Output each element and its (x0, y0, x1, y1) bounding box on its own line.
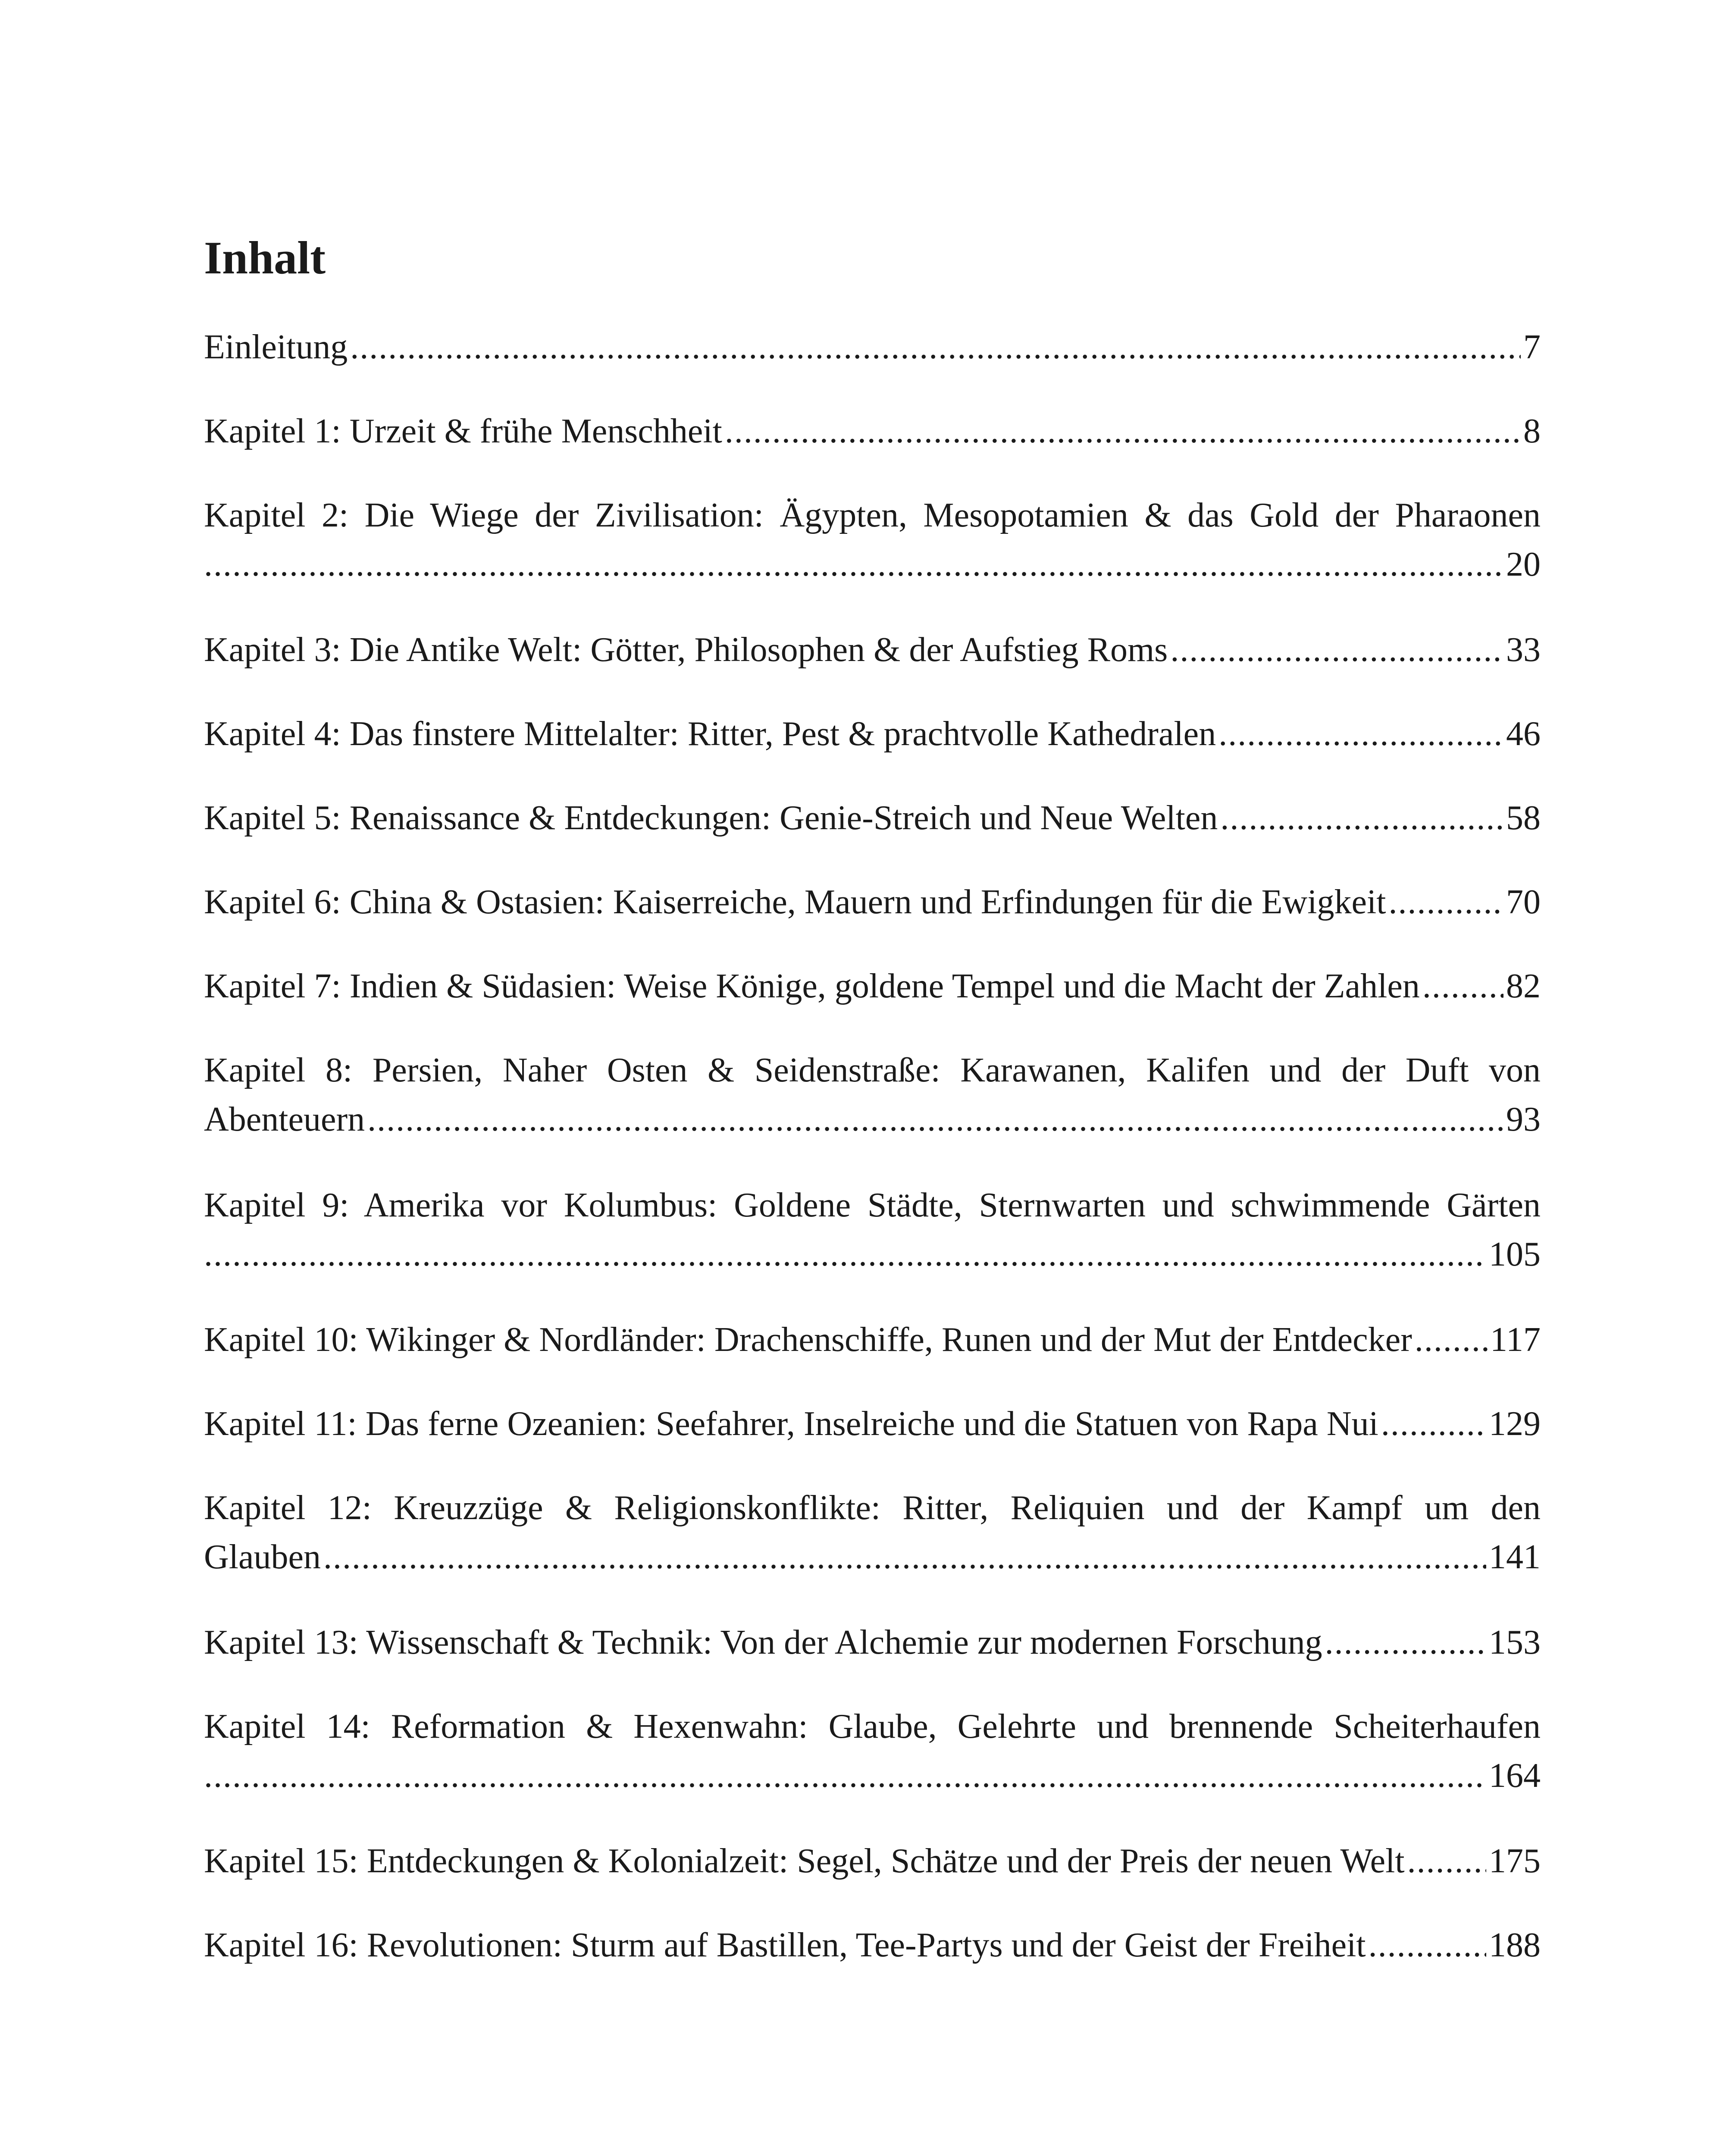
toc-entry-page: 105 (1489, 1235, 1541, 1273)
toc-entry-chapter-11[interactable] (204, 1399, 1541, 1448)
toc-entry-line2 (204, 1095, 1541, 1144)
toc-entry-chapter-16[interactable] (204, 1921, 1541, 1970)
toc-entry-page: 175 (1489, 1842, 1541, 1880)
toc-entry-title: Kapitel 12: Kreuzzüge & Religionskonflikte: Ritter, Reliquien und der Kampf um den (204, 1489, 1541, 1527)
toc-entry-page: 129 (1489, 1405, 1541, 1443)
toc-entry-title: Kapitel 2: Die Wiege der Zivilisation: Ägypten, Mesopotamien & das Gold der Pharaonen (204, 496, 1541, 534)
toc-entry-title-cont: Glauben (204, 1538, 321, 1576)
toc-entry-chapter-12[interactable] (204, 1483, 1541, 1582)
toc-entry-chapter-8[interactable] (204, 1046, 1541, 1144)
toc-entry-chapter-1[interactable] (204, 407, 1541, 456)
toc-entry-title: Kapitel 9: Amerika vor Kolumbus: Goldene Städte, Sternwarten und schwimmende Gärten (204, 1186, 1541, 1224)
toc-entry-chapter-3[interactable] (204, 625, 1541, 674)
dot-leader (367, 1095, 1503, 1144)
toc-entry-title: Kapitel 14: Reformation & Hexenwahn: Glaube, Gelehrte und brennende Scheiterhaufen (204, 1708, 1541, 1745)
dot-leader (1381, 1399, 1486, 1448)
dot-leader (1369, 1921, 1486, 1970)
toc-entry-chapter-6[interactable] (204, 877, 1541, 927)
toc-entry-title-cont: Abenteuern (204, 1100, 365, 1138)
toc-entry-title: Kapitel 15: Entdeckungen & Kolonialzeit: Segel, Schätze und der Preis der neuen Welt (204, 1842, 1405, 1880)
toc-entry-page: 82 (1506, 967, 1541, 1005)
toc-entry-title: Kapitel 6: China & Ostasien: Kaiserreiche, Mauern und Erfindungen für die Ewigkeit (204, 883, 1386, 921)
dot-leader (323, 1532, 1486, 1582)
toc-entry-introduction[interactable] (204, 323, 1541, 372)
toc-entry-page: 188 (1489, 1926, 1541, 1964)
toc-entry-chapter-9[interactable] (204, 1181, 1541, 1279)
toc-entry-title: Kapitel 11: Das ferne Ozeanien: Seefahrer, Inselreiche und die Statuen von Rapa Nui (204, 1405, 1378, 1443)
dot-leader (204, 1230, 1486, 1279)
toc-title: Inhalt (204, 232, 326, 284)
toc-entry-title: Kapitel 4: Das finstere Mittelalter: Ritter, Pest & prachtvolle Kathedralen (204, 715, 1216, 753)
toc-entry-title: Kapitel 3: Die Antike Welt: Götter, Philosophen & der Aufstieg Roms (204, 631, 1168, 669)
toc-entry-chapter-10[interactable] (204, 1315, 1541, 1364)
toc-entry-title: Kapitel 8: Persien, Naher Osten & Seidenstraße: Karawanen, Kalifen und der Duft von (204, 1051, 1541, 1089)
dot-leader (1170, 625, 1503, 674)
toc-entry-page: 33 (1506, 631, 1541, 669)
toc-entry-page: 58 (1506, 799, 1541, 837)
toc-entry-title: Kapitel 5: Renaissance & Entdeckungen: Genie-Streich und Neue Welten (204, 799, 1218, 837)
toc-entry-title: Kapitel 16: Revolutionen: Sturm auf Bastillen, Tee-Partys und der Geist der Freiheit (204, 1926, 1366, 1964)
toc-entry-chapter-2[interactable] (204, 491, 1541, 589)
toc-entry-line2 (204, 1751, 1541, 1800)
toc-entry-page: 46 (1506, 715, 1541, 753)
toc-entry-page: 93 (1506, 1100, 1541, 1138)
toc-entry-title: Kapitel 7: Indien & Südasien: Weise Könige, goldene Tempel und die Macht der Zahlen (204, 967, 1420, 1005)
toc-entry-chapter-13[interactable] (204, 1618, 1541, 1667)
toc-entry-page: 141 (1489, 1538, 1541, 1576)
toc-entry-chapter-15[interactable] (204, 1836, 1541, 1886)
dot-leader (1325, 1618, 1486, 1667)
toc-entry-title: Einleitung (204, 328, 348, 366)
dot-leader (204, 540, 1503, 589)
dot-leader (1407, 1836, 1486, 1886)
toc-entry-page: 153 (1489, 1623, 1541, 1661)
toc-entry-chapter-4[interactable] (204, 709, 1541, 758)
toc-entry-page: 117 (1490, 1321, 1541, 1359)
dot-leader (1220, 793, 1503, 843)
dot-leader (725, 407, 1521, 456)
dot-leader (204, 1751, 1486, 1800)
toc-entry-chapter-14[interactable] (204, 1702, 1541, 1800)
toc-entry-page: 8 (1523, 412, 1541, 450)
toc-entry-page: 7 (1523, 328, 1541, 366)
toc-entry-line2 (204, 1230, 1541, 1279)
toc-entry-title: Kapitel 1: Urzeit & frühe Menschheit (204, 412, 722, 450)
toc-entry-page: 164 (1489, 1757, 1541, 1795)
toc-entry-chapter-7[interactable] (204, 962, 1541, 1011)
toc-entry-title: Kapitel 13: Wissenschaft & Technik: Von der Alchemie zur modernen Forschung (204, 1623, 1322, 1661)
toc-entry-page: 20 (1506, 545, 1541, 583)
dot-leader (1415, 1315, 1488, 1364)
dot-leader (1218, 709, 1503, 758)
toc-entry-page: 70 (1506, 883, 1541, 921)
toc-entry-line2 (204, 1532, 1541, 1582)
toc-entry-chapter-5[interactable] (204, 793, 1541, 843)
dot-leader (1388, 877, 1503, 927)
toc-entry-line2 (204, 540, 1541, 589)
dot-leader (350, 323, 1521, 372)
dot-leader (1422, 962, 1503, 1011)
toc-entry-title: Kapitel 10: Wikinger & Nordländer: Drachenschiffe, Runen und der Mut der Entdecker (204, 1321, 1412, 1359)
